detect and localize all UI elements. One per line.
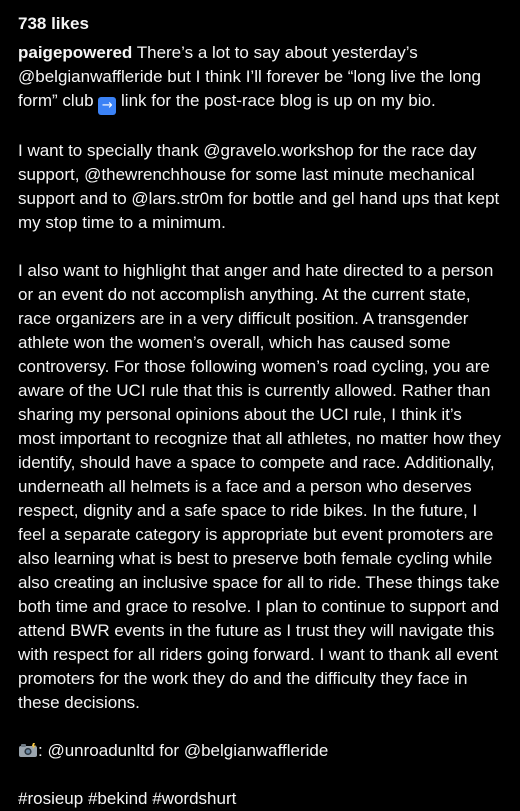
camera-flash-icon (18, 743, 38, 758)
caption-paragraph-4 (18, 739, 502, 763)
caption-paragraph-3: I also want to highlight that anger and hate directed to a person or an event do not accomplish anything. At the current state, race organizers are in a very difficult position. A transgender athlete won the women’s overall, which has caused some controversy. For those following women’s road cycling, you are aware of the UCI rule that this is currently allowed. Rather than sharing my personal opinions about the UCI rule, I think it’s most important to recognize that all athletes, no matter how they identify, should have a space to compete and race. Additionally, underneath all helmets is a face and a person who deserves respect, dignity and a safe space to ride bikes. In the future, I feel a separate category is appropriate but event promoters are also learning what is best to preserve both female cycling while also creating an inclusive space for all to ride. These things take both time and grace to resolve. I plan to continue to support and attend BWR events in the future as I trust they will navigate this with respect for all riders going forward. I want to thank all event promoters for the work they do and the difficulty they face in these decisions. (18, 261, 501, 712)
hashtag-wordshurt[interactable]: #wordshurt (152, 789, 237, 808)
caption-text-segment: : (38, 741, 48, 760)
caption-text (18, 41, 502, 811)
arrow-right-icon: → (98, 97, 116, 115)
hashtag-rosieup[interactable]: #rosieup (18, 789, 84, 808)
paragraph-spacer (18, 763, 502, 787)
caption-text-segment: I want to specially thank (18, 141, 204, 160)
caption-text-segment: for the race day support, (18, 141, 477, 184)
caption-text-segment: There’s a lot to say about yesterday’s (132, 43, 418, 62)
paragraph-spacer (18, 715, 502, 739)
author-username[interactable]: paigepowered (18, 43, 133, 62)
caption-text-segment: for some last minute mechanical support and to (18, 165, 475, 208)
hashtag-bekind[interactable]: #bekind (87, 789, 148, 808)
caption-text-segment: but I think I’ll forever be “long live the long form” club (18, 67, 481, 110)
caption-paragraph-1 (18, 41, 502, 115)
likes-count[interactable]: 738 likes (18, 14, 89, 33)
mention-unroadunltd[interactable]: @unroadunltd (47, 741, 155, 760)
paragraph-spacer (18, 235, 502, 259)
paragraph-spacer (18, 115, 502, 139)
caption-paragraph-2 (18, 139, 502, 235)
mention-gravelo-workshop[interactable]: @gravelo.workshop (203, 141, 354, 160)
mention-thewrenchhouse[interactable]: @thewrenchhouse (84, 165, 227, 184)
caption-text-segment: for (154, 741, 184, 760)
mention-belgianwaffleride[interactable]: @belgianwaffleride (18, 67, 163, 86)
caption-hashtags (18, 787, 502, 811)
caption-text-segment: for bottle and gel hand ups that kept my stop time to a minimum. (18, 189, 500, 232)
caption-text-segment: link for the post-race blog is up on my bio. (116, 91, 436, 110)
mention-lars-strom[interactable]: @lars.str0m (131, 189, 224, 208)
mention-belgianwaffleride[interactable]: @belgianwaffleride (183, 741, 329, 760)
